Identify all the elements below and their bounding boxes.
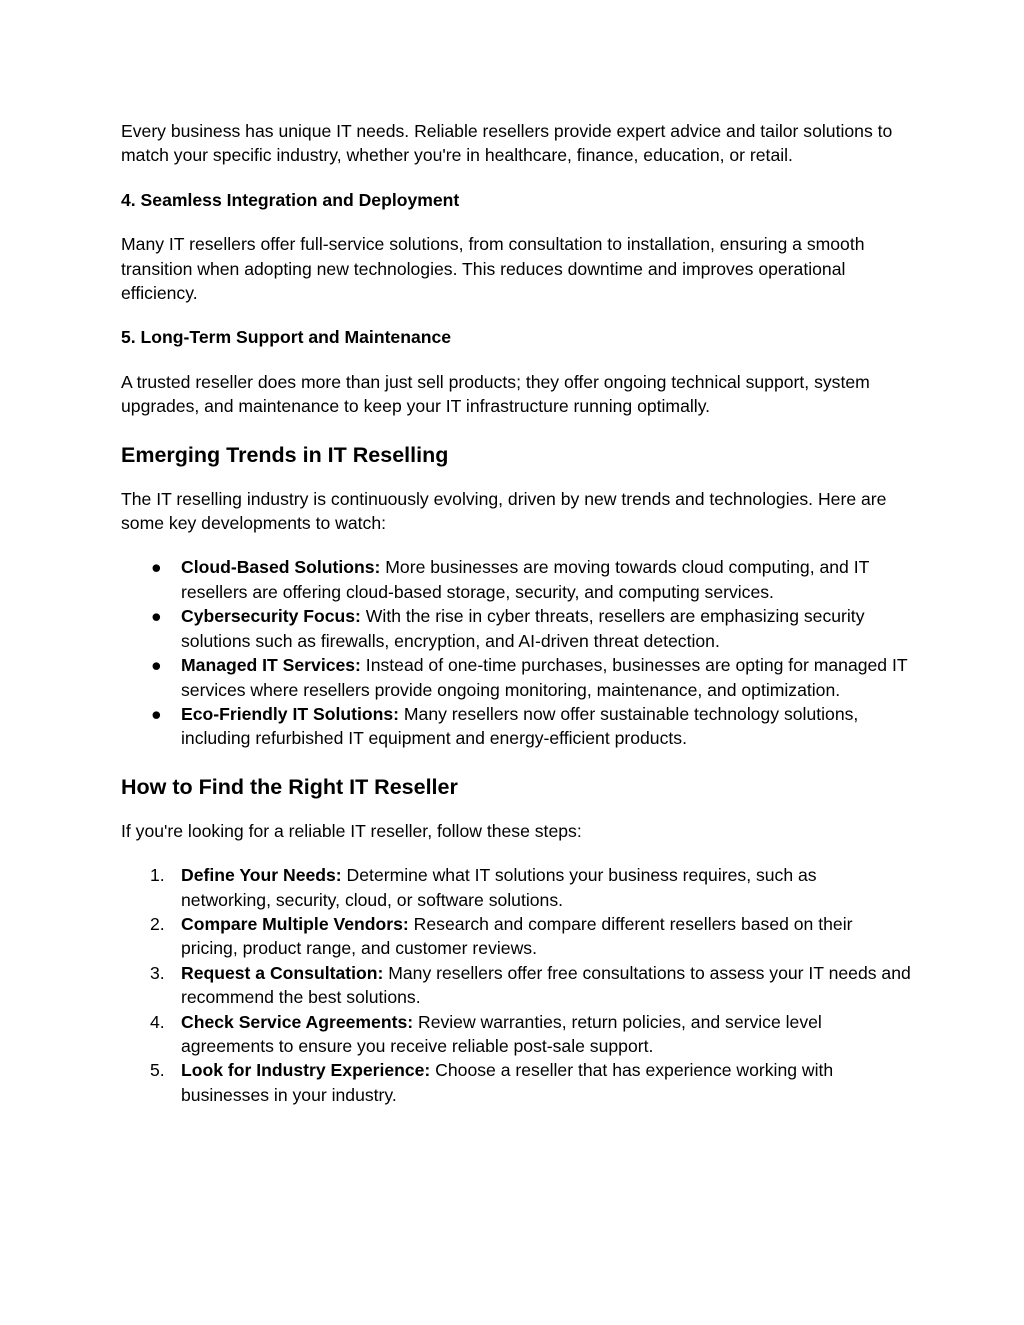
- step-number: 3.: [150, 962, 165, 983]
- find-intro: If you're looking for a reliable IT reseller, follow these steps:: [121, 820, 582, 841]
- find-steps-list: [121, 863, 911, 1107]
- step-number: 2.: [150, 913, 165, 934]
- list-item-text: Determine what IT solutions your business requires, such as networking, security, cloud, or software solutions.: [181, 865, 817, 910]
- list-item: [121, 961, 911, 1010]
- trends-intro: The IT reselling industry is continuously evolving, driven by new trends and technologies. Here are some key developments to watch:: [121, 488, 887, 534]
- list-item-title: Define Your Needs:: [181, 865, 342, 886]
- step-number: 5.: [150, 1060, 165, 1081]
- list-item-text: With the rise in cyber threats, resellers are emphasizing security solutions such as firewalls, encryption, and AI-driven threat detection.: [181, 606, 865, 651]
- section5-heading: 5. Long-Term Support and Maintenance: [121, 327, 452, 348]
- list-item-text: Research and compare different resellers based on their pricing, product range, and customer reviews.: [181, 913, 853, 959]
- bullet-marker: ●: [151, 606, 162, 627]
- document-page: [121, 119, 911, 1107]
- list-item-title: Cloud-Based Solutions:: [181, 557, 381, 578]
- list-item-title: Cybersecurity Focus:: [181, 606, 361, 627]
- list-item-text: More businesses are moving towards cloud computing, and IT resellers are offering cloud-based storage, security, and computing services.: [181, 557, 870, 602]
- section5-body: A trusted reseller does more than just sell products; they offer ongoing technical support, system upgrades, and maintenance to keep your IT infrastructure running optimally.: [121, 371, 870, 417]
- step-number: 1.: [150, 865, 165, 886]
- bullet-marker: ●: [151, 703, 162, 724]
- trends-list: [121, 555, 911, 750]
- section4-heading: 4. Seamless Integration and Deployment: [121, 189, 460, 210]
- list-item-title: Managed IT Services:: [181, 655, 361, 676]
- list-item: [121, 1058, 911, 1107]
- step-number: 4.: [150, 1011, 165, 1032]
- list-item: [121, 1010, 911, 1059]
- list-item-title: Look for Industry Experience:: [181, 1060, 431, 1081]
- list-item-title: Compare Multiple Vendors:: [181, 913, 409, 934]
- bullet-marker: ●: [151, 557, 162, 578]
- list-item-title: Check Service Agreements:: [181, 1011, 414, 1032]
- list-item: [121, 912, 911, 961]
- find-heading: How to Find the Right IT Reseller: [121, 774, 458, 799]
- section4-body: Many IT resellers offer full-service solutions, from consultation to installation, ensuring a smooth transition when adopting new technologies. This reduces downtime and improves operational efficiency.: [121, 234, 865, 304]
- list-item-text: Instead of one-time purchases, businesses are opting for managed IT services where resellers provide ongoing monitoring, maintenance, and optimization.: [181, 655, 908, 700]
- list-item-text: Many resellers now offer sustainable technology solutions, including refurbished IT equipment and energy-efficient products.: [181, 703, 859, 749]
- list-item: [121, 702, 911, 751]
- list-item: [121, 555, 911, 604]
- list-item-text: Many resellers offer free consultations to assess your IT needs and recommend the best solutions.: [181, 962, 911, 1008]
- bullet-marker: ●: [151, 655, 162, 676]
- list-item-text: Choose a reseller that has experience working with businesses in your industry.: [181, 1060, 834, 1105]
- trends-heading: Emerging Trends in IT Reselling: [121, 442, 449, 467]
- intro-paragraph: Every business has unique IT needs. Reliable resellers provide expert advice and tailor solutions to match your specific industry, whether you're in healthcare, finance, education, or retail.: [121, 121, 893, 166]
- list-item-title: Request a Consultation:: [181, 962, 384, 983]
- list-item: [121, 604, 911, 653]
- list-item: [121, 863, 911, 912]
- list-item: [121, 653, 911, 702]
- list-item-title: Eco-Friendly IT Solutions:: [181, 703, 399, 724]
- list-item-text: Review warranties, return policies, and service level agreements to ensure you receive reliable post-sale support.: [181, 1011, 822, 1056]
